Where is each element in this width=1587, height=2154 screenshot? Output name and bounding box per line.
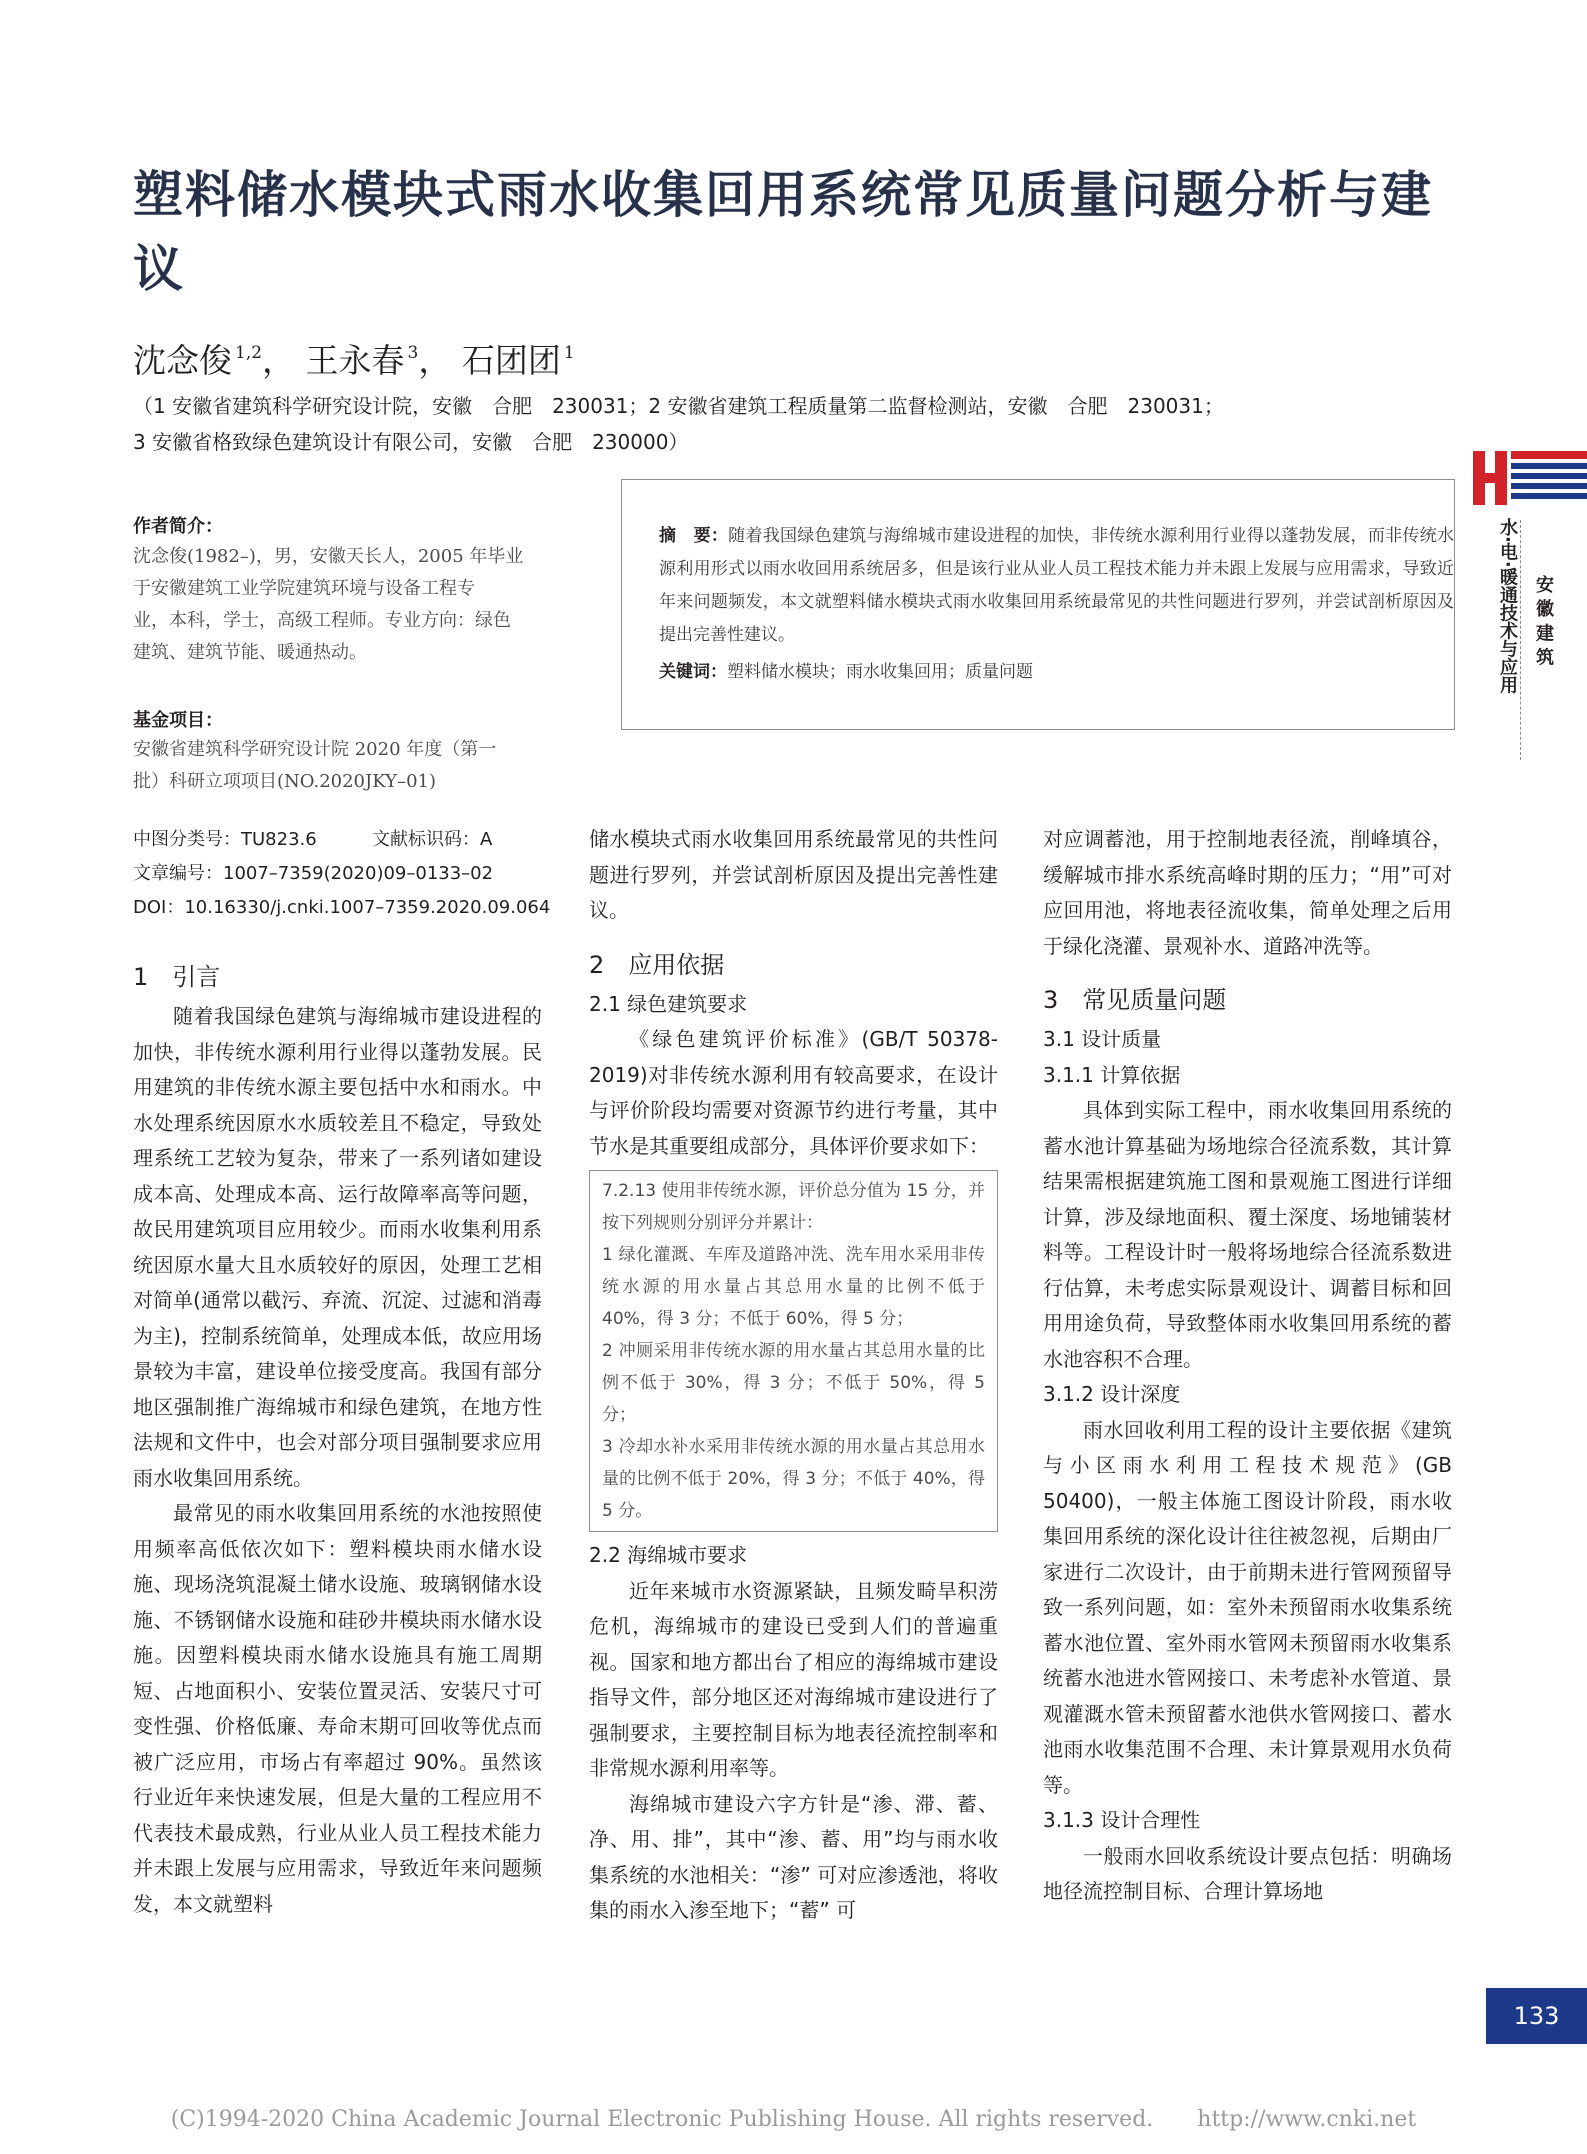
affiliation-line: 3 安徽省格致绿色建筑设计有限公司，安徽 合肥 230000） xyxy=(133,430,689,454)
paragraph: 最常见的雨水收集回用系统的水池按照使用频率高低依次如下：塑料模块雨水储水设施、现场浇筑混凝土储水设施、玻璃钢储水设施、不锈钢储水设施和硅砂井模块雨水储水设施。因塑料模块雨水储水设施具有施工周期短、占地面积小、安装位置灵活、安装尺寸可变性强、价格低廉、寿命末期可回收等优点而被广泛应用，市场占有率超过 90%。虽然该行业近年来快速发展，但是大量的工程应用不代表技术最成熟，行业从业人员工程技术能力并未跟上发展与应用需求，导致近年来问题频发，本文就塑料 xyxy=(133,1501,542,1916)
paragraph: 随着我国绿色建筑与海绵城市建设进程的加快，非传统水源利用行业得以蓬勃发展。民用建筑的非传统水源主要包括中水和雨水。中水处理系统因原水水质较差且不稳定，导致处理系统工艺较为复杂，带来了一系列诸如建设成本高、处理成本高、运行故障率高等问题，故民用建筑项目应用较少。而雨水收集利用系统因原水量大且水质较好的原因，处理工艺相对简单(通常以截污、弃流、沉淀、过滤和消毒为主)，控制系统简单，处理成本低，故应用场景较为丰富，建设单位接受度高。我国有部分地区强制推广海绵城市和绿色建筑，在地方性法规和文件中，也会对部分项目强制要求应用雨水收集回用系统。 xyxy=(133,1004,542,1490)
fund-line: 批）科研立项项目(NO.2020JKY–01) xyxy=(133,771,436,792)
keywords-label: 关键词： xyxy=(659,662,727,682)
paragraph: 对应调蓄池，用于控制地表径流，削峰填谷，缓解城市排水系统高峰时期的压力；“用”可对应回用池，将地表径流收集，简单处理之后用于绿化浇灌、景观补水、道路冲洗等。 xyxy=(1043,827,1452,958)
author-affil-sup: 1 xyxy=(563,343,575,363)
author-intro-line: 建筑、建筑节能、暖通热动。 xyxy=(133,642,367,663)
column-2 xyxy=(589,822,998,1929)
author-intro-line: 于安徽建筑工业学院建筑环境与设备工程专 xyxy=(133,578,475,599)
fund-line: 安徽省建筑科学研究设计院 2020 年度（第一 xyxy=(133,739,497,760)
author-name: 石团团 xyxy=(461,341,561,380)
document-code: 文献标识码：A xyxy=(372,829,493,850)
abstract-body: 随着我国绿色建筑与海绵城市建设进程的加快，非传统水源利用行业得以蓬勃发展，而非传统水源利用形式以雨水收回用系统居多，但是该行业从业人员工程技术能力并未跟上发展与应用需求，导致近年来问题频发，本文就塑料储水模块式雨水收集回用系统最常见的共性问题进行罗列，并尝试剖析原因及提出完善性建议。 xyxy=(659,526,1454,645)
author-intro-heading: 作者简介： xyxy=(133,516,223,537)
paragraph: 雨水回收利用工程的设计主要依据《建筑与小区雨水利用工程技术规范》(GB 50400)，一般主体施工图设计阶段，雨水收集回用系统的深化设计往往被忽视，后期由厂家进行二次设计，由于前期未进行管网预留导致一系列问题，如：室外未预留雨水收集系统蓄水池位置、室外雨水管网未预留雨水收集系统蓄水池进水管网接口、未考虑补水管道、景观灌溉水管未预留蓄水池供水管网接口、蓄水池雨水收集范围不合理、未计算景观用水负荷等。 xyxy=(1043,1417,1452,1797)
affiliation-line: （1 安徽省建筑科学研究设计院，安徽 合肥 230031；2 安徽省建筑工程质量第二监督检测站，安徽 合肥 230031； xyxy=(133,394,1224,418)
paragraph: 近年来城市水资源紧缺，且频发畸旱积涝危机，海绵城市的建设已受到人们的普遍重视。国家和地方都出台了相应的海绵城市建设指导文件，部分地区还对海绵城市建设进行了强制要求，主要控制目标为地表径流控制率和非常规水源利用率等。 xyxy=(589,1578,998,1780)
paragraph: 海绵城市建设六字方针是“渗、滞、蓄、净、用、排”，其中“渗、蓄、用”均与雨水收集系统的水池相关：“渗” 可对应渗透池，将收集的雨水入渗至地下；“蓄” 可 xyxy=(589,1791,998,1922)
author-line xyxy=(133,335,575,382)
author-separator: ， xyxy=(418,341,452,380)
quote-line: 3 冷却水补水采用非传统水源的用水量占其总用水量的比例不低于 20%，得 3 分；不低于 40%，得 5 分。 xyxy=(602,1437,985,1521)
abstract-paragraph xyxy=(659,520,1454,652)
column-3 xyxy=(1043,822,1452,1910)
subsection-heading: 3.1.2 设计深度 xyxy=(1043,1382,1181,1406)
fund-text xyxy=(133,734,553,798)
author-intro-text xyxy=(133,541,553,669)
subsection-heading: 2.1 绿色建筑要求 xyxy=(589,991,748,1016)
subsection-heading: 3.1.1 计算依据 xyxy=(1043,1062,1181,1087)
author-intro-line: 业，本科，学士，高级工程师。专业方向：绿色 xyxy=(133,610,511,631)
author-intro-line: 沈念俊(1982–)，男，安徽天长人，2005 年毕业 xyxy=(133,546,524,567)
keywords-value: 塑料储水模块；雨水收集回用；质量问题 xyxy=(727,662,1033,682)
fund-heading: 基金项目： xyxy=(133,710,223,731)
column-1 xyxy=(133,955,542,1922)
journal-logo xyxy=(1473,451,1587,505)
subsection-heading: 2.2 海绵城市要求 xyxy=(589,1543,748,1567)
article-number: 文章编号：1007–7359(2020)09–0133–02 xyxy=(133,863,494,884)
article-title: 塑料储水模块式雨水收集回用系统常见质量问题分析与建议 xyxy=(133,166,1433,298)
paragraph: 一般雨水回收系统设计要点包括：明确场地径流控制目标、合理计算场地 xyxy=(1043,1843,1452,1903)
journal-name-label: 安 徽 建 筑 xyxy=(1533,575,1554,666)
journal-section-label: 水·电·暖通技术与应用 xyxy=(1497,518,1518,694)
quote-line: 7.2.13 使用非传统水源，评价总分值为 15 分，并按下列规则分别评分并累计： xyxy=(602,1181,985,1233)
clc-number: 中图分类号：TU823.6 xyxy=(133,829,317,850)
author-affil-sup: 1,2 xyxy=(235,343,263,363)
author-affil-sup: 3 xyxy=(407,343,419,363)
paragraph: 具体到实际工程中，雨水收集回用系统的蓄水池计算基础为场地综合径流系数，其计算结果需根据建筑施工图和景观施工图进行详细计算，涉及绿地面积、覆土深度、场地铺装材料等。工程设计时一般将场地综合径流系数进行估算，未考虑实际景观设计、调蓄目标和回用用途负荷，导致整体雨水收集回用系统的蓄水池容积不合理。 xyxy=(1043,1098,1452,1371)
paragraph: 储水模块式雨水收集回用系统最常见的共性问题进行罗列，并尝试剖析原因及提出完善性建议。 xyxy=(589,827,998,922)
quote-line: 2 冲厕采用非传统水源的用水量占其总用水量的比例不低于 30%，得 3 分；不低于 50%，得 5 分； xyxy=(602,1341,985,1425)
doi: DOI：10.16330/j.cnki.1007–7359.2020.09.064 xyxy=(133,897,551,918)
section-heading: 1 引言 xyxy=(133,963,221,991)
quote-line: 1 绿化灌溉、车库及道路冲洗、洗车用水采用非传统水源的用水量占其总用水量的比例不低于 40%，得 3 分；不低于 60%，得 5 分； xyxy=(602,1245,985,1329)
author-separator: ， xyxy=(262,341,296,380)
page-number: 133 xyxy=(1486,1988,1587,2044)
sidebar-divider xyxy=(1520,520,1521,760)
keywords-line xyxy=(659,656,1454,689)
subsection-heading: 3.1 设计质量 xyxy=(1043,1027,1162,1051)
section-heading: 3 常见质量问题 xyxy=(1043,986,1227,1014)
copyright-footer: (C)1994-2020 China Academic Journal Electronic Publishing House. All rights reserved. http://www.cnki.net xyxy=(170,2107,1417,2132)
abstract-text xyxy=(659,520,1454,689)
paragraph: 《绿色建筑评价标准》(GB/T 50378- 2019)对非传统水源利用有较高要求，在设计与评价阶段均需要对资源节约进行考量，其中节水是其重要组成部分，具体评价要求如下： xyxy=(589,1027,998,1158)
abstract-label: 摘 要： xyxy=(659,526,729,546)
author-name: 王永春 xyxy=(305,341,405,380)
section-heading: 2 应用依据 xyxy=(589,950,725,979)
standard-quote-box xyxy=(589,1170,998,1532)
subsection-heading: 3.1.3 设计合理性 xyxy=(1043,1808,1201,1832)
author-name: 沈念俊 xyxy=(133,341,232,380)
